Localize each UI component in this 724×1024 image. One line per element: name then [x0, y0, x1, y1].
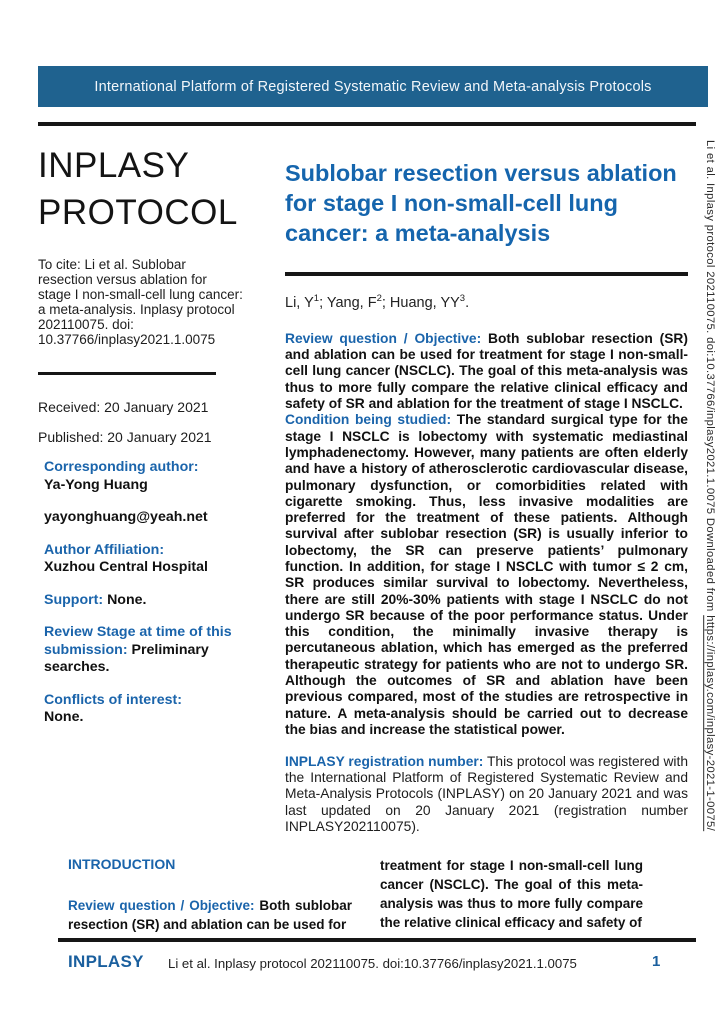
- left-column: [38, 142, 252, 742]
- author-1-affiliation-sup: 1: [313, 293, 320, 304]
- condition-text: The standard surgical type for the stage I NSCLC is lobectomy with systematic mediastinal lymphadenectomy. However, many patients are often elderly and have a history of atherosclerotic cardiovascular disease, pulmonary dysfunction, or comorbidities related with cigarette smoking. Thus, less invasive modalities are preferred for the treatment of these patients. Although survival after sublobar resection (SR) is usually inferior to lobectomy, the SR can preserve patients’ pulmonary function. In addition, for stage I NSCLC with tumor ≤ 2 cm, SR produces similar survival to lobectomy. Nevertheless, there are still 20%-30% patients with stage I NSCLC do not undergo SR because of the poor performance status. Under this condition, the minimally invasive therapy is percutaneous ablation, which has emerged as the preferred therapeutic strategy for patients who are not to undergo SR. Although the outcomes of SR and ablation have been previous compared, most of the studies are retrospective in nature. A meta-analysis should be carried out to decrease the bias and increase the statistical power.: [285, 412, 688, 737]
- condition-label: Condition being studied:: [285, 412, 452, 428]
- registration-text: This protocol was registered with the International Platform of Registered Systematic Review and Meta-Analysis Protocols (INPLASY) on 20 January 2021 and was last updated on 20 January 2021 (registration number INPLASY202110075).: [285, 754, 688, 834]
- vertical-citation-link[interactable]: https://inplasy.com/inplasy-2021-1-0075/: [704, 615, 716, 832]
- left-column-divider: [38, 372, 216, 375]
- abstract-body: [285, 331, 688, 738]
- affiliation-label: Author Affiliation:: [44, 541, 165, 558]
- masthead-line2: PROTOCOL: [38, 193, 238, 232]
- conflicts-block: [44, 692, 252, 727]
- author-2: ; Yang, F: [319, 294, 377, 311]
- review-stage-block: [44, 624, 252, 677]
- introduction-left-column: [68, 856, 352, 934]
- vertical-citation-text: Li et al. Inplasy protocol 202110075. doi:10.37766/inplasy2021.1.0075 Downloaded from: [704, 140, 716, 616]
- header-divider: [38, 122, 696, 126]
- received-date: Received: 20 January 2021: [38, 399, 209, 416]
- introduction-left-paragraph: [68, 896, 352, 934]
- review-stage-value: Preliminary searches.: [44, 641, 209, 676]
- support-value: None.: [107, 591, 147, 608]
- corresponding-author-email: yayonghuang@yeah.net: [44, 509, 208, 526]
- vertical-citation-sidebar: [694, 140, 716, 940]
- footer-citation: Li et al. Inplasy protocol 202110075. doi:10.37766/inplasy2021.1.0075: [168, 956, 577, 971]
- conflicts-value: None.: [44, 709, 84, 726]
- introduction-right-column: treatment for stage I non-small-cell lung cancer (NSCLC). The goal of this meta-analysis was thus to more fully compare the relative clinical efficacy and safety of: [380, 858, 643, 930]
- review-stage-label: Review Stage at time of this submission:: [44, 624, 232, 658]
- affiliation-block: [44, 542, 252, 577]
- introduction-review-question-label: Review question / Objective:: [68, 898, 255, 913]
- footer-divider: [58, 938, 696, 942]
- title-divider: [285, 272, 688, 276]
- review-question-paragraph: [285, 331, 688, 412]
- article-title: Sublobar resection versus ablation for stage I non-small-cell lung cancer: a meta-analysis: [285, 160, 677, 246]
- support-label: Support:: [44, 591, 104, 608]
- registration-label: INPLASY registration number:: [285, 754, 484, 770]
- author-list-period: .: [465, 294, 470, 311]
- author-2-affiliation-sup: 2: [376, 293, 382, 304]
- introduction-left-text: Both sublobar resection (SR) and ablation can be used for: [68, 898, 352, 932]
- introduction-heading: INTRODUCTION: [68, 856, 176, 872]
- author-1: Li, Y: [285, 294, 314, 311]
- footer-brand: INPLASY: [68, 952, 144, 971]
- author-3-affiliation-sup: 3: [459, 293, 466, 304]
- right-column: [285, 158, 688, 835]
- corresponding-author-label: Corresponding author:: [44, 459, 199, 476]
- platform-banner-text: International Platform of Registered Systematic Review and Meta-analysis Protocols: [94, 78, 652, 95]
- author-3: ; Huang, YY: [381, 294, 460, 311]
- support-block: [44, 592, 252, 610]
- review-question-text: Both sublobar resection (SR) and ablation can be used for treatment for stage I non-small-cell lung cancer (NSCLC). The goal of this meta-analysis was thus to more fully compare the relative clinical efficacy and safety of SR and ablation for the treatment of stage I NSCLC.: [285, 330, 688, 412]
- conflicts-label: Conflicts of interest:: [44, 691, 182, 708]
- dates-block: [38, 399, 252, 445]
- published-date: Published: 20 January 2021: [38, 429, 212, 446]
- masthead-line1: INPLASY: [38, 146, 190, 185]
- registration-paragraph: [285, 754, 688, 834]
- corresponding-author-block: [44, 459, 252, 527]
- masthead: [38, 142, 252, 236]
- author-list: [285, 293, 688, 311]
- corresponding-author-name: Ya-Yong Huang: [44, 476, 148, 493]
- page-number: 1: [652, 953, 661, 970]
- to-cite-text: To cite: Li et al. Sublobar resection versus ablation for stage I non-small-cell lung cancer: a meta-analysis. Inplasy protocol 202110075. doi: 10.37766/inplasy2021.1.0075: [38, 257, 243, 347]
- affiliation-value: Xuzhou Central Hospital: [44, 559, 208, 576]
- review-question-label: Review question / Objective:: [285, 330, 482, 346]
- condition-paragraph: [285, 412, 688, 738]
- platform-banner: [38, 66, 708, 107]
- metadata-blocks: [38, 459, 252, 727]
